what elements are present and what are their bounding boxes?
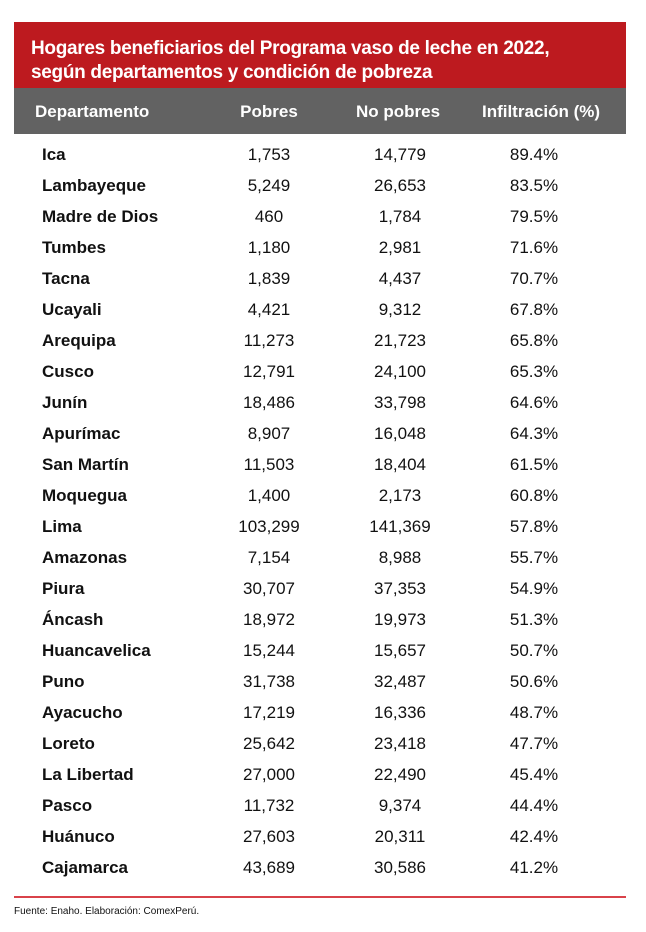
cell-pobres: 103,299 <box>238 517 300 536</box>
cell-infiltracion: 44.4% <box>509 796 559 815</box>
cell-departamento: Madre de Dios <box>42 207 159 226</box>
cell-infiltracion: 47.7% <box>509 734 559 753</box>
cell-departamento: Piura <box>42 579 85 598</box>
cell-pobres: 30,707 <box>243 579 295 598</box>
cell-infiltracion: 64.3% <box>509 424 559 443</box>
cell-departamento: Huancavelica <box>42 641 151 660</box>
column-header-departamento: Departamento <box>35 102 150 121</box>
title-line-2: según departamentos y condición de pobreza <box>31 62 433 83</box>
table-row <box>14 419 626 450</box>
cell-no-pobres: 18,404 <box>374 455 426 474</box>
cell-no-pobres: 9,374 <box>378 796 422 815</box>
cell-no-pobres: 19,973 <box>374 610 426 629</box>
cell-departamento: Ayacucho <box>42 703 123 722</box>
cell-departamento: Cajamarca <box>42 858 129 877</box>
title-line-1: Hogares beneficiarios del Programa vaso de leche en 2022, <box>31 38 550 59</box>
cell-departamento: Moquegua <box>42 486 127 505</box>
cell-infiltracion: 65.3% <box>509 362 559 381</box>
cell-departamento: Lima <box>42 517 82 536</box>
cell-no-pobres: 8,988 <box>378 548 422 567</box>
source-note: Fuente: Enaho. Elaboración: ComexPerú. <box>14 906 200 917</box>
cell-no-pobres: 20,311 <box>374 827 426 846</box>
cell-infiltracion: 51.3% <box>509 610 559 629</box>
table-row <box>14 326 626 357</box>
cell-departamento: Amazonas <box>42 548 128 567</box>
cell-no-pobres: 2,981 <box>378 238 422 257</box>
cell-pobres: 18,972 <box>243 610 295 629</box>
cell-pobres: 1,180 <box>247 238 291 257</box>
cell-infiltracion: 89.4% <box>509 145 559 164</box>
table-row <box>14 295 626 326</box>
cell-pobres: 15,244 <box>243 641 295 660</box>
table-row <box>14 667 626 698</box>
table-row <box>14 357 626 388</box>
cell-infiltracion: 57.8% <box>509 517 559 536</box>
cell-departamento: Lambayeque <box>42 176 146 195</box>
cell-pobres: 11,273 <box>243 331 295 350</box>
cell-infiltracion: 71.6% <box>509 238 559 257</box>
cell-infiltracion: 83.5% <box>509 176 559 195</box>
cell-pobres: 43,689 <box>243 858 295 877</box>
cell-infiltracion: 79.5% <box>509 207 559 226</box>
cell-no-pobres: 26,653 <box>374 176 426 195</box>
cell-departamento: Ica <box>42 145 66 164</box>
cell-departamento: La Libertad <box>42 765 134 784</box>
cell-infiltracion: 65.8% <box>509 331 559 350</box>
cell-no-pobres: 22,490 <box>374 765 426 784</box>
table-body <box>14 140 626 884</box>
cell-pobres: 27,603 <box>243 827 295 846</box>
cell-infiltracion: 50.6% <box>509 672 559 691</box>
table-title <box>14 22 626 88</box>
cell-pobres: 27,000 <box>243 765 295 784</box>
cell-infiltracion: 41.2% <box>509 858 559 877</box>
cell-departamento: Apurímac <box>42 424 121 443</box>
column-header-infiltracion: Infiltración (%) <box>481 102 601 121</box>
cell-pobres: 17,219 <box>243 703 295 722</box>
table-row <box>14 853 626 884</box>
footer-divider <box>14 896 626 898</box>
cell-no-pobres: 14,779 <box>374 145 426 164</box>
cell-infiltracion: 67.8% <box>509 300 559 319</box>
cell-pobres: 1,839 <box>247 269 291 288</box>
cell-no-pobres: 1,784 <box>378 207 422 226</box>
table-row <box>14 605 626 636</box>
cell-infiltracion: 70.7% <box>509 269 559 288</box>
table-row <box>14 450 626 481</box>
cell-departamento: Pasco <box>42 796 93 815</box>
column-header-pobres: Pobres <box>240 102 298 121</box>
cell-no-pobres: 16,336 <box>374 703 426 722</box>
cell-departamento: Huánuco <box>42 827 115 846</box>
cell-infiltracion: 50.7% <box>509 641 559 660</box>
table-row <box>14 140 626 171</box>
table-row <box>14 698 626 729</box>
cell-pobres: 4,421 <box>247 300 291 319</box>
cell-no-pobres: 33,798 <box>374 393 426 412</box>
table-row <box>14 202 626 233</box>
table-row <box>14 264 626 295</box>
table-row <box>14 171 626 202</box>
cell-no-pobres: 15,657 <box>374 641 426 660</box>
cell-no-pobres: 32,487 <box>374 672 426 691</box>
column-header-no-pobres: No pobres <box>355 102 441 121</box>
cell-no-pobres: 24,100 <box>374 362 426 381</box>
cell-infiltracion: 54.9% <box>509 579 559 598</box>
cell-no-pobres: 4,437 <box>378 269 422 288</box>
cell-pobres: 12,791 <box>243 362 295 381</box>
cell-infiltracion: 55.7% <box>509 548 559 567</box>
cell-no-pobres: 23,418 <box>374 734 426 753</box>
table-row <box>14 822 626 853</box>
cell-no-pobres: 37,353 <box>374 579 426 598</box>
cell-no-pobres: 2,173 <box>378 486 422 505</box>
table-row <box>14 729 626 760</box>
cell-no-pobres: 9,312 <box>378 300 422 319</box>
table-row <box>14 543 626 574</box>
cell-departamento: Arequipa <box>42 331 116 350</box>
cell-no-pobres: 141,369 <box>369 517 431 536</box>
table-row <box>14 512 626 543</box>
cell-departamento: Ucayali <box>42 300 102 319</box>
cell-no-pobres: 30,586 <box>374 858 426 877</box>
table-row <box>14 636 626 667</box>
table-row <box>14 388 626 419</box>
cell-pobres: 460 <box>254 207 284 226</box>
cell-departamento: Áncash <box>42 610 104 629</box>
cell-pobres: 18,486 <box>243 393 295 412</box>
cell-departamento: Junín <box>42 393 88 412</box>
table-row <box>14 481 626 512</box>
table-header <box>14 88 626 134</box>
cell-departamento: Tacna <box>42 269 90 288</box>
cell-pobres: 11,732 <box>243 796 295 815</box>
cell-pobres: 5,249 <box>247 176 291 195</box>
table-row <box>14 574 626 605</box>
cell-pobres: 7,154 <box>247 548 291 567</box>
table-row <box>14 791 626 822</box>
cell-departamento: Tumbes <box>42 238 106 257</box>
table-row <box>14 760 626 791</box>
cell-no-pobres: 16,048 <box>374 424 426 443</box>
cell-infiltracion: 64.6% <box>509 393 559 412</box>
cell-pobres: 8,907 <box>247 424 291 443</box>
cell-pobres: 1,753 <box>247 145 291 164</box>
cell-infiltracion: 60.8% <box>509 486 559 505</box>
cell-infiltracion: 48.7% <box>509 703 559 722</box>
cell-departamento: Cusco <box>42 362 94 381</box>
cell-no-pobres: 21,723 <box>374 331 426 350</box>
cell-pobres: 11,503 <box>243 455 295 474</box>
cell-pobres: 1,400 <box>247 486 291 505</box>
table-row <box>14 233 626 264</box>
cell-departamento: Puno <box>42 672 85 691</box>
cell-infiltracion: 42.4% <box>509 827 559 846</box>
cell-infiltracion: 45.4% <box>509 765 559 784</box>
cell-infiltracion: 61.5% <box>509 455 559 474</box>
cell-departamento: San Martín <box>42 455 129 474</box>
cell-departamento: Loreto <box>42 734 95 753</box>
cell-pobres: 25,642 <box>243 734 295 753</box>
cell-pobres: 31,738 <box>243 672 295 691</box>
